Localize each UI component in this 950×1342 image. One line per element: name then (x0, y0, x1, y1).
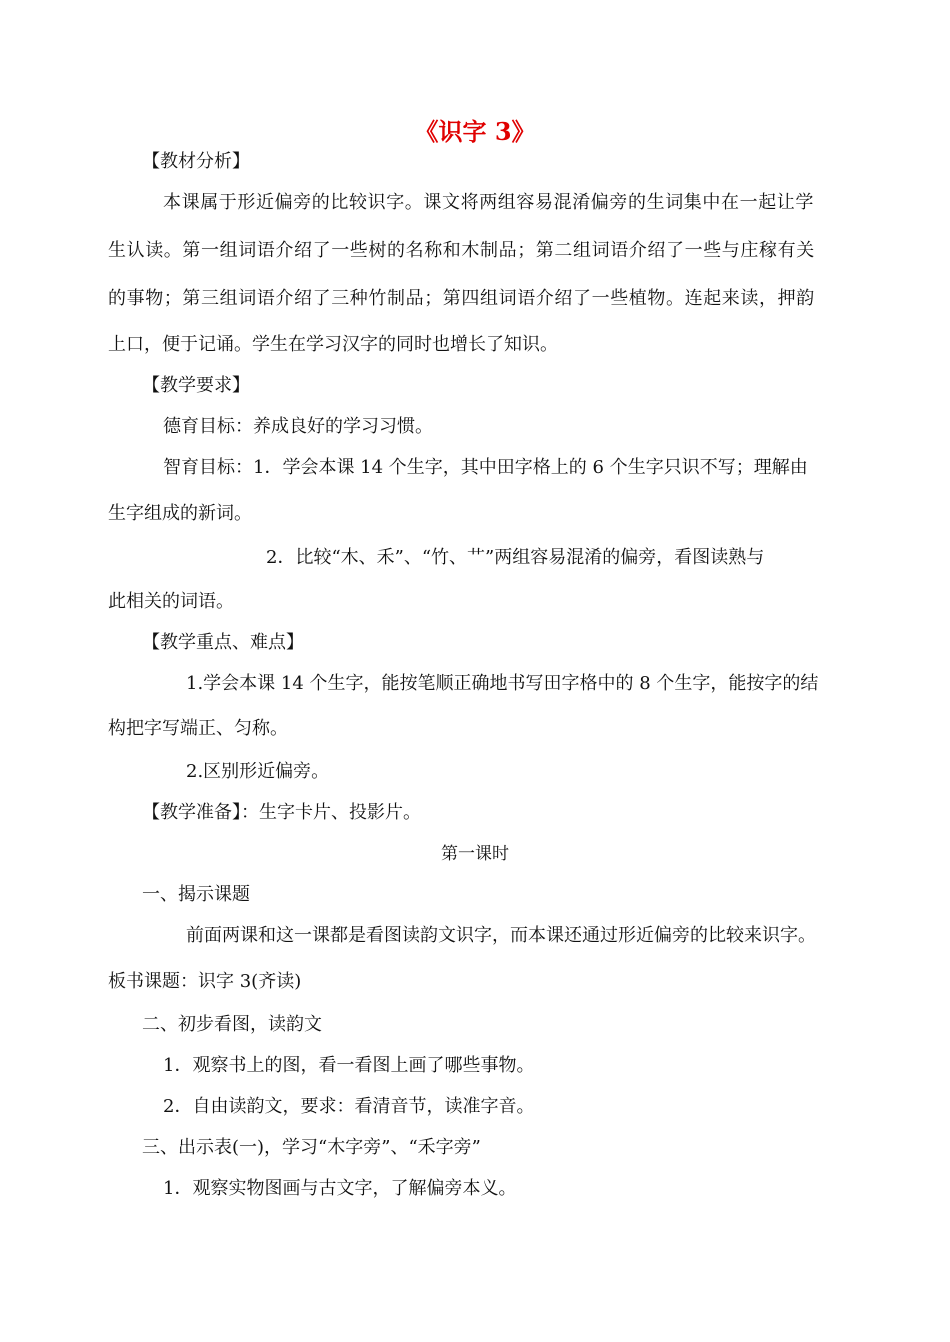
step2-item-2: 2．自由读韵文，要求：看清音节，读准字音。 (163, 1096, 535, 1117)
moral-goal: 德育目标：养成良好的学习习惯。 (163, 416, 433, 437)
analysis-heading: 【教材分析】 (142, 151, 250, 172)
keypoint-1-line-1: 1.学会本课 14 个生字，能按笔顺正确地书写田字格中的 8 个生字，能按字的结 (186, 673, 819, 694)
intellect-goal-1-line-1: 智育目标：1．学会本课 14 个生字，其中田字格上的 6 个生字只识不写；理解由 (163, 457, 808, 478)
preparation-line: 【教学准备】：生字卡片、投影片。 (142, 802, 421, 823)
step2-item-1: 1．观察书上的图，看一看图上画了哪些事物。 (163, 1055, 535, 1076)
intellect-goal-1-line-2: 生字组成的新词。 (108, 503, 252, 524)
keypoint-2: 2.区别形近偏旁。 (186, 761, 330, 782)
analysis-line-4: 上口，便于记诵。学生在学习汉字的同时也增长了知识。 (108, 334, 558, 355)
lesson-heading: 第一课时 (441, 844, 509, 864)
step2-heading: 二、初步看图，读韵文 (142, 1014, 322, 1035)
analysis-line-2: 生认读。第一组词语介绍了一些树的名称和木制品；第二组词语介绍了一些与庄稼有关 (108, 240, 815, 261)
intellect-goal-2-line-2: 此相关的词语。 (108, 591, 234, 612)
step3-item-1: 1．观察实物图画与古文字，了解偏旁本义。 (163, 1178, 517, 1199)
intellect-goal-2-line-1: 2．比较“木、禾”、“竹、艹”两组容易混淆的偏旁，看图读熟与 (266, 547, 765, 568)
step1-heading: 一、揭示课题 (142, 884, 250, 905)
analysis-line-3: 的事物；第三组词语介绍了三种竹制品；第四组词语介绍了一些植物。连起来读，押韵 (108, 288, 815, 309)
step3-heading: 三、出示表(一)，学习“木字旁”、“禾字旁” (142, 1137, 481, 1158)
keypoint-1-line-2: 构把字写端正、匀称。 (108, 718, 288, 739)
document-title: 《识字 3》 (414, 117, 536, 146)
requirements-heading: 【教学要求】 (142, 375, 250, 396)
keypoints-heading: 【教学重点、难点】 (142, 632, 304, 653)
board-title-line: 板书课题：识字 3(齐读) (108, 971, 302, 992)
step1-paragraph: 前面两课和这一课都是看图读韵文识字，而本课还通过形近偏旁的比较来识字。 (186, 925, 816, 946)
analysis-line-1: 本课属于形近偏旁的比较识字。课文将两组容易混淆偏旁的生词集中在一起让学 (163, 192, 814, 213)
